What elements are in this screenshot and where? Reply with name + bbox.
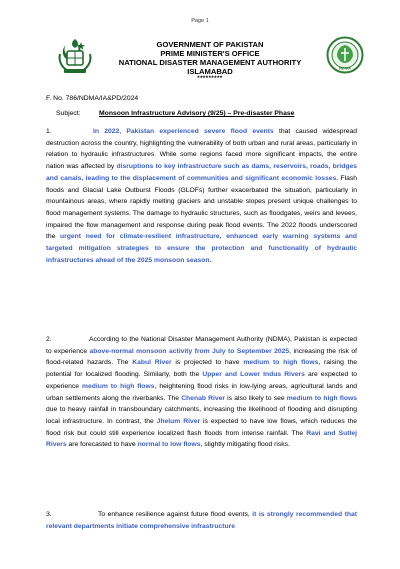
paragraph-3: 3. To enhance resilience against future flood events, it is strongly recommended that relevant departments initiate comprehensive infrastructure <box>46 511 357 530</box>
government-emblem-icon <box>55 36 95 76</box>
header-line-4: ISLAMABAD <box>187 67 233 76</box>
paragraph-number: 1. <box>46 128 52 135</box>
paragraph-number: 3. <box>46 511 52 518</box>
ndma-logo-icon <box>326 36 364 74</box>
ndma-logo-text: NDMA <box>339 65 351 71</box>
letterhead <box>100 40 320 82</box>
header-stars: ********* <box>197 76 223 82</box>
header-line-2: PRIME MINISTER'S OFFICE <box>160 49 260 58</box>
file-number: F. No. 786/NDMA/IA&PD/2024 <box>46 95 139 102</box>
paragraph-1: 1. In 2022, Pakistan experienced severe flood events that caused widespread destruction across the country, highlighting the vulnerability of both urban and rural areas, particularly in relation to hydraulic infrastructures. While some regions faced more significant impacts, the entire nation was affected by disruptions to key infrastructure such as dams, reservoirs, roads, bridges and canals, leading to the displacement of communities and significant economic losses. Flash floods and Glacial Lake Outburst Floods (GLOFs) further exacerbated the situation, particularly in mountainous areas, where rapidly melting glaciers and unstable slopes present unique challenges to flood management systems. The damage to hydraulic structures, such as floodgates, weirs and levees, impaired the flow management and response during peak flood events. The 2022 floods underscored the urgent need for climate-resilient infrastructure, enhanced early warning systems and targeted mitigation strategies to ensure the protection and functionality of hydraulic infrastructures ahead of the 2025 monsoon season. <box>46 128 358 264</box>
header-line-1: GOVERNMENT OF PAKISTAN <box>156 40 264 49</box>
paragraph-2: 2. According to the National Disaster Management Authority (NDMA), Pakistan is expected to experience above-normal monsoon activity from July to September 2025, increasing the risk of flood-related hazards. The Kabul River is projected to have medium to high flows, raising the potential for localized flooding. Similarly, both the Upper and Lower Indus Rivers are expected to experience medium to high flows, heightening flood risks in low-lying areas, agricultural lands and urban settlements along the riverbanks. The Chenab River is also likely to see medium to high flows due to heavy rainfall in transboundary catchments, increasing the likelihood of flooding and disrupting local infrastructure. In contrast, the Jhelum River is expected to have low flows, which reduces the flood risk but could still experience localized flash floods from intense rainfall. The Ravi and Sutlej Rivers are forecasted to have normal to low flows, slightly mitigating flood risks. <box>46 336 358 449</box>
header-line-3: NATIONAL DISASTER MANAGEMENT AUTHORITY <box>118 58 302 67</box>
subject-line <box>56 110 294 117</box>
paragraph-number: 2. <box>46 336 52 343</box>
subject-label: Subject: <box>56 110 81 117</box>
subject-value: Monsoon Infrastructure Advisory (9/25) – Pre-disaster Phase <box>99 110 295 117</box>
page-number: Page 1 <box>191 18 209 24</box>
